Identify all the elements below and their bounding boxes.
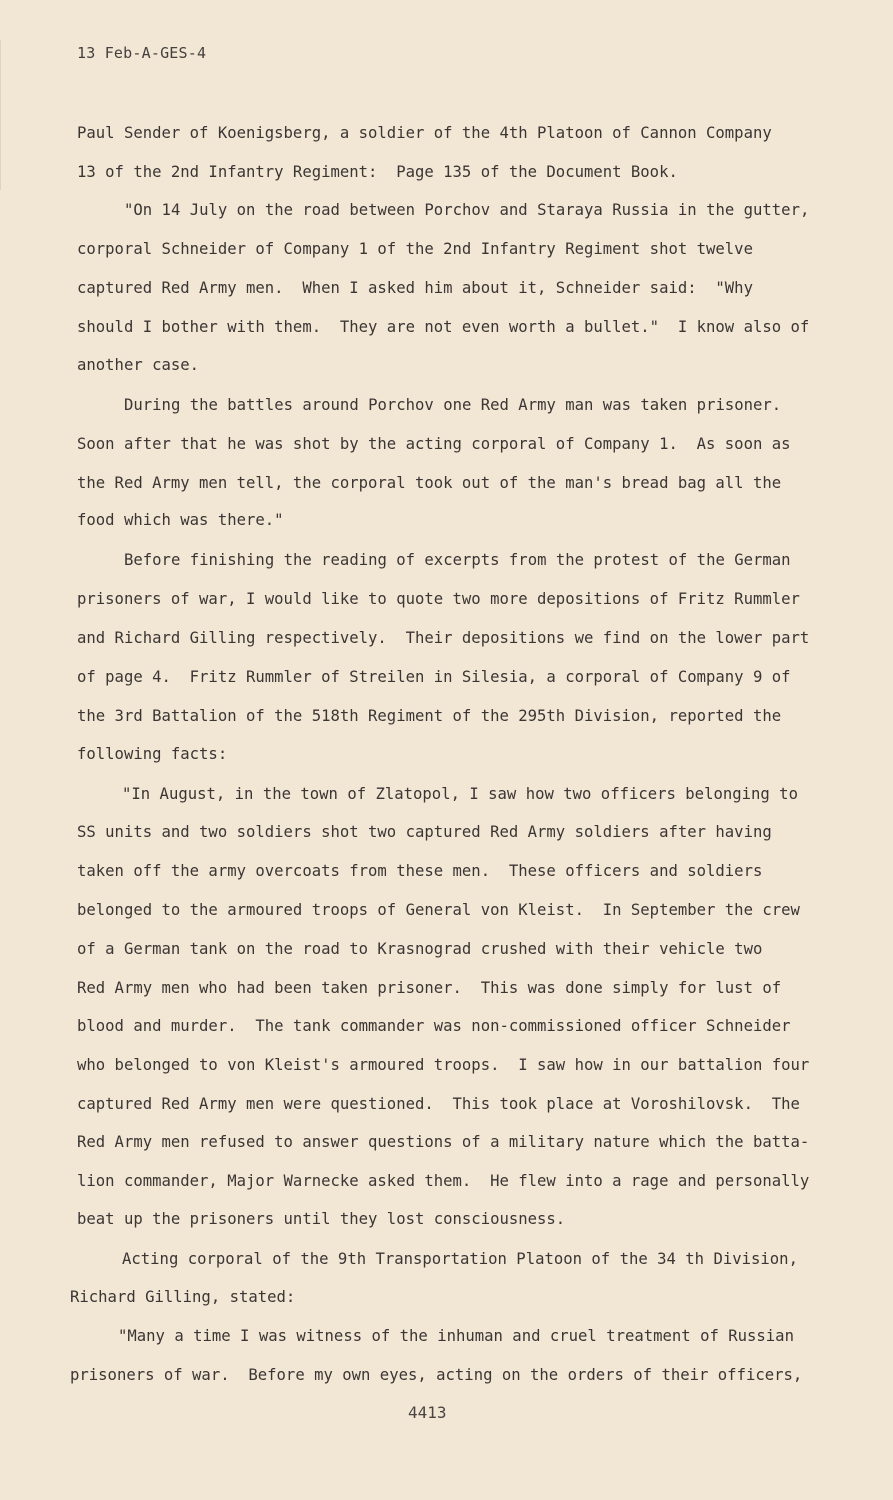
body-line-29: beat up the prisoners until they lost consciousness.: [77, 1210, 566, 1228]
body-line-33: prisoners of war. Before my own eyes, acting on the orders of their officers,: [70, 1366, 803, 1384]
body-line-24: blood and murder. The tank commander was non-commissioned officer Schneider: [77, 1017, 791, 1035]
document-reference: 13 Feb-A-GES-4: [77, 44, 207, 62]
body-line-20: taken off the army overcoats from these men. These officers and soldiers: [77, 862, 763, 880]
body-line-22: of a German tank on the road to Krasnograd crushed with their vehicle two: [77, 940, 763, 958]
body-line-19: SS units and two soldiers shot two captured Red Army soldiers after having: [77, 823, 772, 841]
body-line-13: prisoners of war, I would like to quote two more depositions of Fritz Rummler: [77, 590, 800, 608]
body-line-32: "Many a time I was witness of the inhuman and cruel treatment of Russian: [118, 1327, 794, 1345]
body-line-11: food which was there.": [77, 511, 284, 529]
body-line-3: "On 14 July on the road between Porchov and Staraya Russia in the gutter,: [124, 201, 810, 219]
body-line-26: captured Red Army men were questioned. This took place at Voroshilovsk. The: [77, 1095, 800, 1113]
body-line-7: another case.: [77, 356, 200, 374]
body-line-16: the 3rd Battalion of the 518th Regiment of the 295th Division, reported the: [77, 707, 782, 725]
body-line-12: Before finishing the reading of excerpts from the protest of the German: [124, 551, 791, 569]
body-line-15: of page 4. Fritz Rummler of Streilen in Silesia, a corporal of Company 9 of: [77, 668, 791, 686]
body-line-18: "In August, in the town of Zlatopol, I saw how two officers belonging to: [122, 785, 798, 803]
body-line-27: Red Army men refused to answer questions of a military nature which the batta-: [77, 1133, 810, 1151]
body-line-9: Soon after that he was shot by the acting corporal of Company 1. As soon as: [77, 435, 791, 453]
page-number: 4413: [408, 1403, 447, 1422]
body-line-31: Richard Gilling, stated:: [70, 1288, 296, 1306]
body-line-23: Red Army men who had been taken prisoner. This was done simply for lust of: [77, 979, 782, 997]
body-line-1: Paul Sender of Koenigsberg, a soldier of the 4th Platoon of Cannon Company: [77, 124, 772, 142]
body-line-21: belonged to the armoured troops of General von Kleist. In September the crew: [77, 901, 800, 919]
body-line-30: Acting corporal of the 9th Transportation Platoon of the 34 th Division,: [122, 1250, 798, 1268]
body-line-5: captured Red Army men. When I asked him about it, Schneider said: "Why: [77, 279, 753, 297]
body-line-14: and Richard Gilling respectively. Their depositions we find on the lower part: [77, 629, 810, 647]
body-line-25: who belonged to von Kleist's armoured troops. I saw how in our battalion four: [77, 1056, 810, 1074]
body-line-8: During the battles around Porchov one Red Army man was taken prisoner.: [124, 396, 782, 414]
body-line-28: lion commander, Major Warnecke asked them. He flew into a rage and personally: [77, 1172, 810, 1190]
body-line-4: corporal Schneider of Company 1 of the 2nd Infantry Regiment shot twelve: [77, 240, 753, 258]
page-edge-mark: [0, 40, 15, 190]
body-line-10: the Red Army men tell, the corporal took out of the man's bread bag all the: [77, 474, 782, 492]
body-line-6: should I bother with them. They are not even worth a bullet." I know also of: [77, 318, 810, 336]
body-line-17: following facts:: [77, 745, 228, 763]
body-line-2: 13 of the 2nd Infantry Regiment: Page 135 of the Document Book.: [77, 163, 678, 181]
